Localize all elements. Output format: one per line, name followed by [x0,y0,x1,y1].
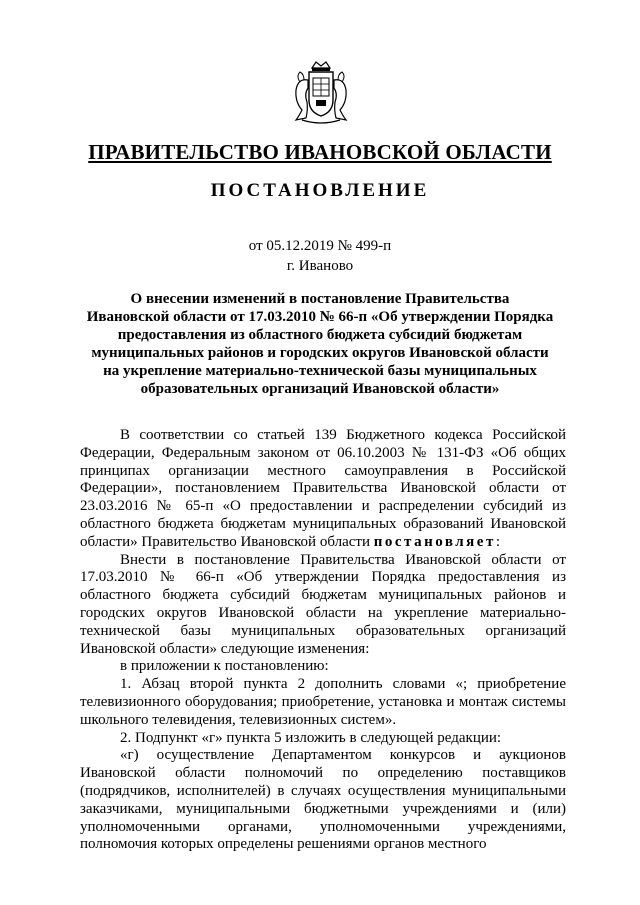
heading-line: образовательных организаций Ивановской области» [140,381,500,397]
body-paragraph: в приложении к постановлению: [120,658,329,675]
heading-line: Ивановской области от 17.03.2010 № 66-п «Об утверждении Порядка [86,309,554,325]
paragraph-text: В соответствии со статьей 139 Бюджетного кодекса Российской Федерации, Федеральным законом от 06.10.2003 № 131-ФЗ «Об общих принципах организации местного самоуправления в Российской Федерации», постановлением Правительства Ивановской области от 23.03.2016 № 65-п «О предоставлении и распределении субсидий из областного бюджета бюджетам муниципальных образований Ивановской области» Правительство Ивановской области [80,427,566,550]
body-paragraph: 2. Подпункт «г» пункта 5 изложить в следующей редакции: [120,729,502,746]
heading-line: муниципальных районов и городских округов Ивановской области [91,345,549,361]
organization-title: ПРАВИТЕЛЬСТВО ИВАНОВСКОЙ ОБЛАСТИ [88,140,552,164]
document-heading [80,290,560,398]
document-body [80,427,566,854]
paragraph-text-end: : [495,533,500,550]
resolution-keyword: постановляет [373,533,496,550]
heading-line: предоставления из областного бюджета субсидий бюджетам [117,327,523,343]
document-city: г. Иваново [286,258,354,274]
body-paragraph [80,427,566,552]
document-type: ПОСТАНОВЛЕНИЕ [210,180,430,201]
body-paragraph: «г) осуществление Департаментом конкурсов и аукционов Ивановской области полномочий по определению поставщиков (подрядчиков, исполнителей) в случаях осуществления муниципальными заказчиками, муниципальными бюджетными учреждениями и (или) уполномоченными органами, уполномоченными учреждениями, полномочия которых определены решениями органов местного [80,747,566,853]
document-date-number: от 05.12.2019 № 499-п [248,238,392,254]
heading-line: на укрепление материально-технической базы муниципальных [103,363,537,379]
coat-of-arms-icon [290,60,352,126]
body-paragraph: Внести в постановление Правительства Ивановской области от 17.03.2010 № 66-п «Об утверждении Порядка предоставления из областного бюджета субсидий бюджетам муниципальных районов и городских округов Ивановской области на укрепление материально-технической базы муниципальных образовательных организаций Ивановской области» следующие изменения: [80,551,566,657]
heading-line: О внесении изменений в постановление Правительства [130,291,510,307]
body-paragraph: 1. Абзац второй пункта 2 дополнить словами «; приобретение телевизионного оборудования; приобретение, установка и монтаж системы школьного телевидения, телевизионных систем». [80,676,566,728]
